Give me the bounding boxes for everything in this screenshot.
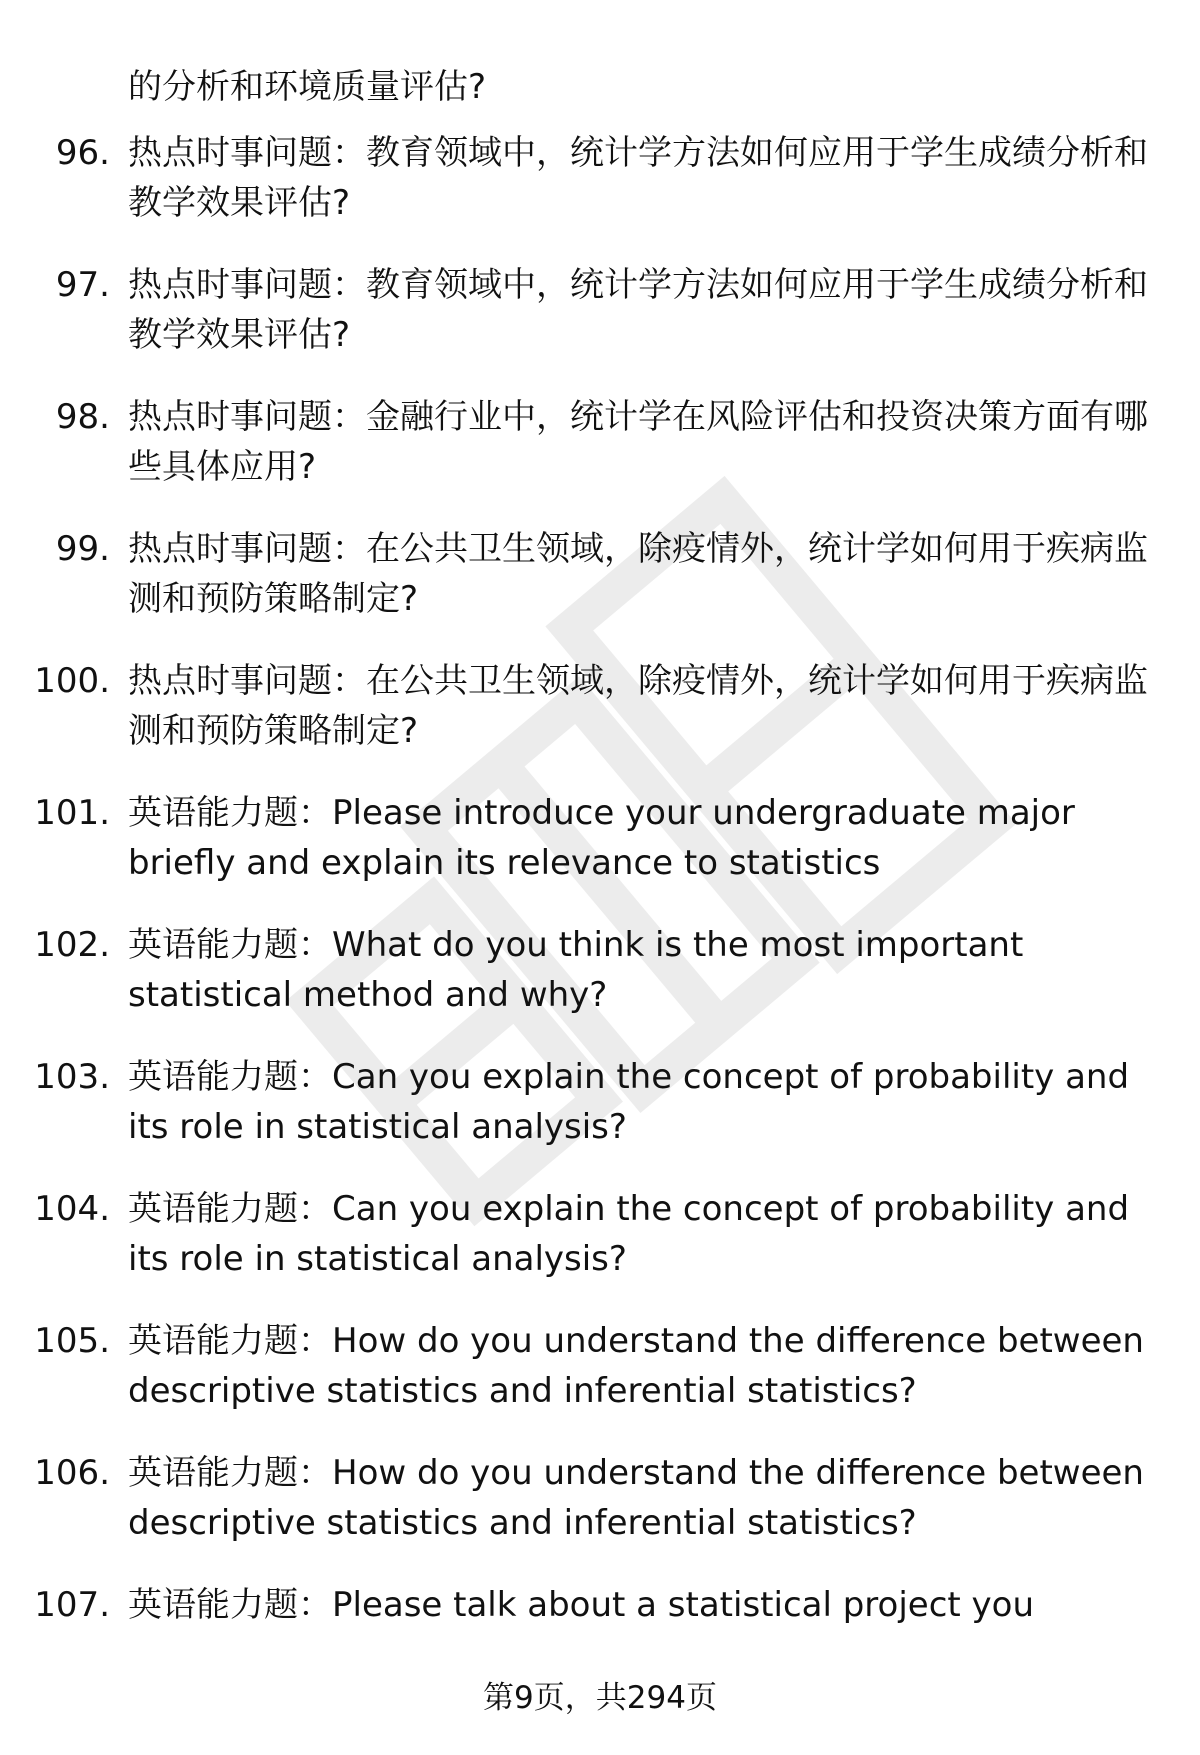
question-number: 106. — [34, 1453, 110, 1493]
question-text: 英语能力题：How do you understand the difference between descriptive statistics and inferential statistics? — [128, 1453, 1144, 1543]
question-number: 97. — [55, 265, 110, 305]
question-number: 100. — [34, 661, 110, 701]
question-number: 101. — [34, 793, 110, 833]
question-number: 105. — [34, 1321, 110, 1361]
question-number: 104. — [34, 1189, 110, 1229]
question-number: 98. — [55, 397, 110, 437]
continued-question-text: 的分析和环境质量评估? — [128, 67, 487, 107]
question-text: 英语能力题：How do you understand the difference between descriptive statistics and inferential statistics? — [128, 1321, 1144, 1411]
question-number: 96. — [55, 133, 110, 173]
question-text: 英语能力题：Can you explain the concept of probability and its role in statistical analysis? — [128, 1189, 1130, 1279]
question-text: 英语能力题：Please introduce your undergraduate major briefly and explain its relevance to statistics — [128, 793, 1075, 883]
question-text: 热点时事问题：在公共卫生领域，除疫情外，统计学如何用于疾病监测和预防策略制定? — [128, 661, 1148, 751]
question-text: 英语能力题：Can you explain the concept of probability and its role in statistical analysis? — [128, 1057, 1130, 1147]
question-text: 热点时事问题：在公共卫生领域，除疫情外，统计学如何用于疾病监测和预防策略制定? — [128, 529, 1148, 619]
question-text: 英语能力题：Please talk about a statistical project you — [128, 1585, 1035, 1625]
question-text: 热点时事问题：教育领域中，统计学方法如何应用于学生成绩分析和教学效果评估? — [128, 265, 1148, 355]
question-number: 103. — [34, 1057, 110, 1097]
question-text: 热点时事问题：教育领域中，统计学方法如何应用于学生成绩分析和教学效果评估? — [128, 133, 1148, 223]
question-text: 热点时事问题：金融行业中，统计学在风险评估和投资决策方面有哪些具体应用? — [128, 397, 1148, 487]
question-number: 102. — [34, 925, 110, 965]
question-number: 99. — [55, 529, 110, 569]
page-footer: 第9页，共294页 — [483, 1680, 717, 1716]
question-number: 107. — [34, 1585, 110, 1625]
question-text: 英语能力题：What do you think is the most important statistical method and why? — [128, 925, 1024, 1015]
